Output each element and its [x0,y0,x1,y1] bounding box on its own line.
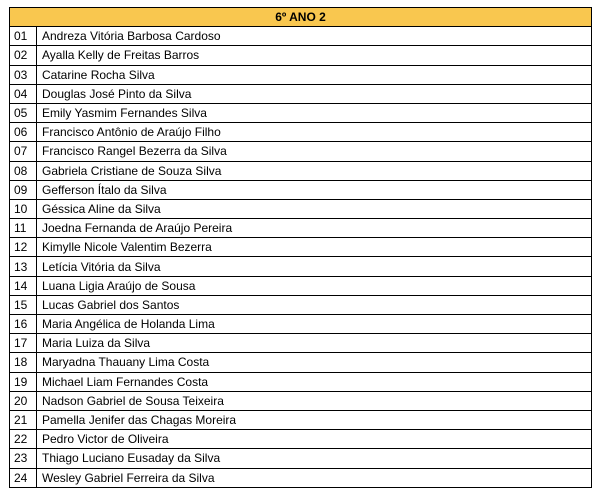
student-number: 09 [10,180,37,199]
student-name: Géssica Aline da Silva [37,199,592,218]
table-row [10,391,592,410]
student-name: Joedna Fernanda de Araújo Pereira [37,219,592,238]
student-name: Andreza Vitória Barbosa Cardoso [37,27,592,46]
student-number: 22 [10,430,37,449]
student-number: 07 [10,142,37,161]
student-name: Francisco Antônio de Araújo Filho [37,123,592,142]
class-title: 6º ANO 2 [10,8,592,27]
table-row [10,27,592,46]
student-name: Lucas Gabriel dos Santos [37,295,592,314]
student-name: Ayalla Kelly de Freitas Barros [37,46,592,65]
student-number: 24 [10,468,37,487]
table-row [10,84,592,103]
table-row [10,199,592,218]
roster-body [10,8,592,488]
student-name: Emily Yasmim Fernandes Silva [37,103,592,122]
table-row [10,180,592,199]
student-name: Wesley Gabriel Ferreira da Silva [37,468,592,487]
student-number: 20 [10,391,37,410]
class-roster-table [9,7,592,488]
student-number: 21 [10,410,37,429]
student-name: Kimylle Nicole Valentim Bezerra [37,238,592,257]
table-row [10,372,592,391]
student-number: 06 [10,123,37,142]
table-row [10,238,592,257]
student-name: Pedro Victor de Oliveira [37,430,592,449]
student-name: Pamella Jenifer das Chagas Moreira [37,410,592,429]
table-row [10,123,592,142]
student-name: Nadson Gabriel de Sousa Teixeira [37,391,592,410]
student-name: Gefferson Ítalo da Silva [37,180,592,199]
student-name: Maryadna Thauany Lima Costa [37,353,592,372]
student-number: 17 [10,334,37,353]
student-name: Gabriela Cristiane de Souza Silva [37,161,592,180]
table-row [10,65,592,84]
table-row [10,257,592,276]
student-name: Maria Luiza da Silva [37,334,592,353]
student-number: 23 [10,449,37,468]
student-number: 13 [10,257,37,276]
student-number: 01 [10,27,37,46]
student-number: 08 [10,161,37,180]
student-name: Catarine Rocha Silva [37,65,592,84]
student-number: 04 [10,84,37,103]
student-name: Thiago Luciano Eusaday da Silva [37,449,592,468]
table-row [10,315,592,334]
table-row [10,353,592,372]
table-row [10,219,592,238]
table-row [10,430,592,449]
student-number: 19 [10,372,37,391]
table-row [10,276,592,295]
student-number: 14 [10,276,37,295]
student-number: 02 [10,46,37,65]
student-number: 15 [10,295,37,314]
student-name: Douglas José Pinto da Silva [37,84,592,103]
student-name: Maria Angélica de Holanda Lima [37,315,592,334]
table-row [10,142,592,161]
student-name: Letícia Vitória da Silva [37,257,592,276]
student-number: 05 [10,103,37,122]
table-row [10,334,592,353]
student-number: 03 [10,65,37,84]
student-number: 10 [10,199,37,218]
student-number: 18 [10,353,37,372]
student-name: Michael Liam Fernandes Costa [37,372,592,391]
table-row [10,103,592,122]
student-number: 11 [10,219,37,238]
table-row [10,295,592,314]
table-row [10,468,592,487]
table-row [10,161,592,180]
table-row [10,410,592,429]
header-row [10,8,592,27]
student-number: 12 [10,238,37,257]
table-row [10,449,592,468]
student-name: Francisco Rangel Bezerra da Silva [37,142,592,161]
table-row [10,46,592,65]
student-number: 16 [10,315,37,334]
student-name: Luana Ligia Araújo de Sousa [37,276,592,295]
